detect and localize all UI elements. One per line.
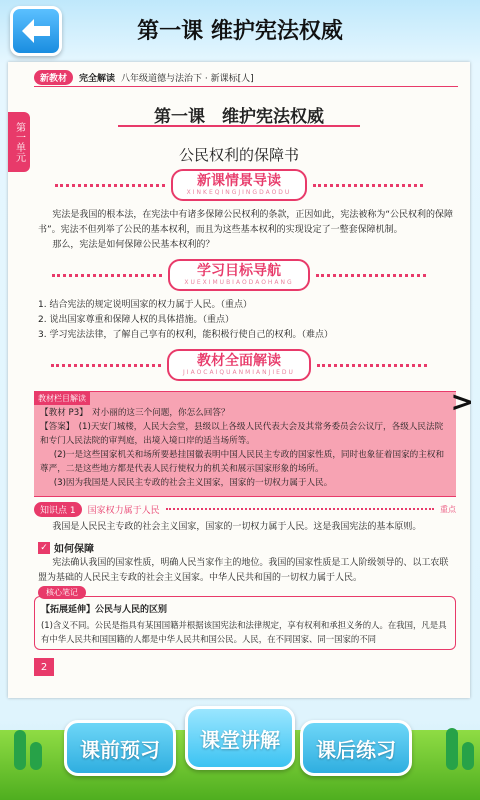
page-header [34, 68, 458, 86]
section-intro-header [8, 168, 470, 202]
extension-box [34, 596, 456, 650]
how-protect-heading [38, 540, 94, 555]
nav-pre-study-button[interactable]: 课前预习 [64, 720, 176, 776]
page-number: 2 [34, 658, 54, 676]
goal-item: 3. 学习宪法法律，了解自己享有的权利，能积极行使自己的权利。（难点） [38, 330, 333, 340]
textbook-tag: 教材栏目解读 [34, 392, 90, 405]
plant-decoration [462, 742, 474, 770]
dots-right [316, 274, 426, 277]
goal-item: 1. 结合宪法的规定说明国家的权力属于人民。（重点） [38, 300, 252, 310]
dots-left [52, 274, 162, 277]
knowledge-rule [166, 508, 434, 510]
nav-lecture-button[interactable]: 课堂讲解 [185, 706, 295, 770]
extension-title: 【拓展延伸】公民与人民的区别 [41, 605, 168, 615]
section-goals-pinyin: XUEXIMUBIAODAOHANG [184, 279, 294, 286]
section-goals-title: 学习目标导航 [197, 263, 281, 279]
header-rule [34, 86, 458, 87]
plant-decoration [30, 742, 42, 770]
section-goals-badge [168, 259, 309, 291]
title-rule [118, 125, 360, 127]
next-page-arrow-icon[interactable]: > [450, 385, 474, 418]
goal-item: 2. 说出国家尊重和保障人权的具体措施。（重点） [38, 315, 234, 325]
knowledge-point-bar [34, 500, 456, 518]
section-explain-badge [167, 349, 311, 381]
section-intro-pinyin: XINKEQINGJINGDAODU [186, 189, 292, 196]
section-explain-title: 教材全面解读 [196, 353, 281, 369]
plant-decoration [446, 728, 458, 770]
dots-left [55, 184, 165, 187]
answer-line: (2)一是这些国家机关和场所要悬挂国徽表明中国人民民主专政的国家性质，同时也象征着国家的主权和尊严，二是这些地方都是代表人民行使权力的机关和展示国家形象的场所。 [40, 450, 445, 474]
dots-left [51, 364, 161, 367]
intro-paragraph: 宪法是我国的根本法，在宪法中有诸多保障公民权利的条款，正因如此，宪法被称为“公民权利的保障书”。宪法不但列举了公民的基本权利，而且为这些基本权利的实现设定了一整套保障机制。 [38, 210, 454, 235]
intro-question: 那么，宪法是如何保障公民基本权利的？ [52, 240, 215, 250]
unit-side-tab: 第一单元 [8, 112, 30, 172]
plant-decoration [14, 730, 26, 770]
top-bar [0, 0, 480, 64]
how-protect-paragraph: 宪法确认我国的国家性质，明确人民当家作主的地位。我国的国家性质是工人阶级领导的、以工农联盟为基础的人民民主专政的社会主义国家。中华人民共和国的一切权力属于人民。 [38, 558, 449, 583]
nav-practice-button[interactable]: 课后练习 [300, 720, 412, 776]
section-explain-header [8, 348, 470, 382]
core-notes-tag: 核心笔记 [38, 586, 86, 599]
knowledge-title: 国家权力属于人民 [87, 505, 160, 516]
knowledge-paragraph: 我国是人民民主专政的社会主义国家，国家的一切权力属于人民。这是我国宪法的基本原则。 [52, 522, 422, 532]
app-title: 第一课 维护宪法权威 [137, 19, 343, 44]
book-page[interactable] [8, 62, 470, 698]
header-bold: 完全解读 [79, 73, 116, 84]
lesson-title: 第一课 维护宪法权威 [154, 107, 324, 127]
knowledge-key: 重点 [440, 504, 456, 514]
answer-line: (3)因为我国是人民民主专政的社会主义国家，国家的一切权力属于人民。 [53, 478, 333, 488]
answer-line: 【答案】 (1)天安门城楼，人民大会堂，县级以上各级人民代表大会及其常务委员会公议厅，各级人民法院和专门人民法院的审判庭，出境入境口岸的适当场所等。 [40, 422, 444, 446]
dots-right [313, 184, 423, 187]
extension-text: (1)含义不同。公民是指具有某国国籍并根据该国宪法和法律规定，享有权利和承担义务的人。在我国，凡是具有中华人民共和国国籍的人都是中华人民共和国公民。人民，在不同国家、同一国家的不同 [41, 620, 447, 644]
dots-right [317, 364, 427, 367]
book-logo: 新教材 [34, 70, 73, 85]
section-goals-header [8, 258, 470, 292]
header-meta: 八年级道德与法治下 · 新课标[人] [121, 73, 254, 84]
section-intro-badge [171, 169, 308, 201]
how-protect-label: 如何保障 [54, 544, 94, 555]
check-icon: ✓ [38, 542, 50, 554]
section-explain-pinyin: JIAOCAIQUANMIANJIEDU [183, 369, 295, 376]
textbook-answer-box [34, 391, 456, 497]
answer-line: 【教材 P3】 对小丽的这三个问题，你怎么回答？ [40, 408, 230, 418]
section-intro-title: 新课情景导读 [197, 173, 281, 189]
sub-title: 公民权利的保障书 [178, 146, 299, 164]
knowledge-tag: 知识点 1 [34, 502, 82, 517]
